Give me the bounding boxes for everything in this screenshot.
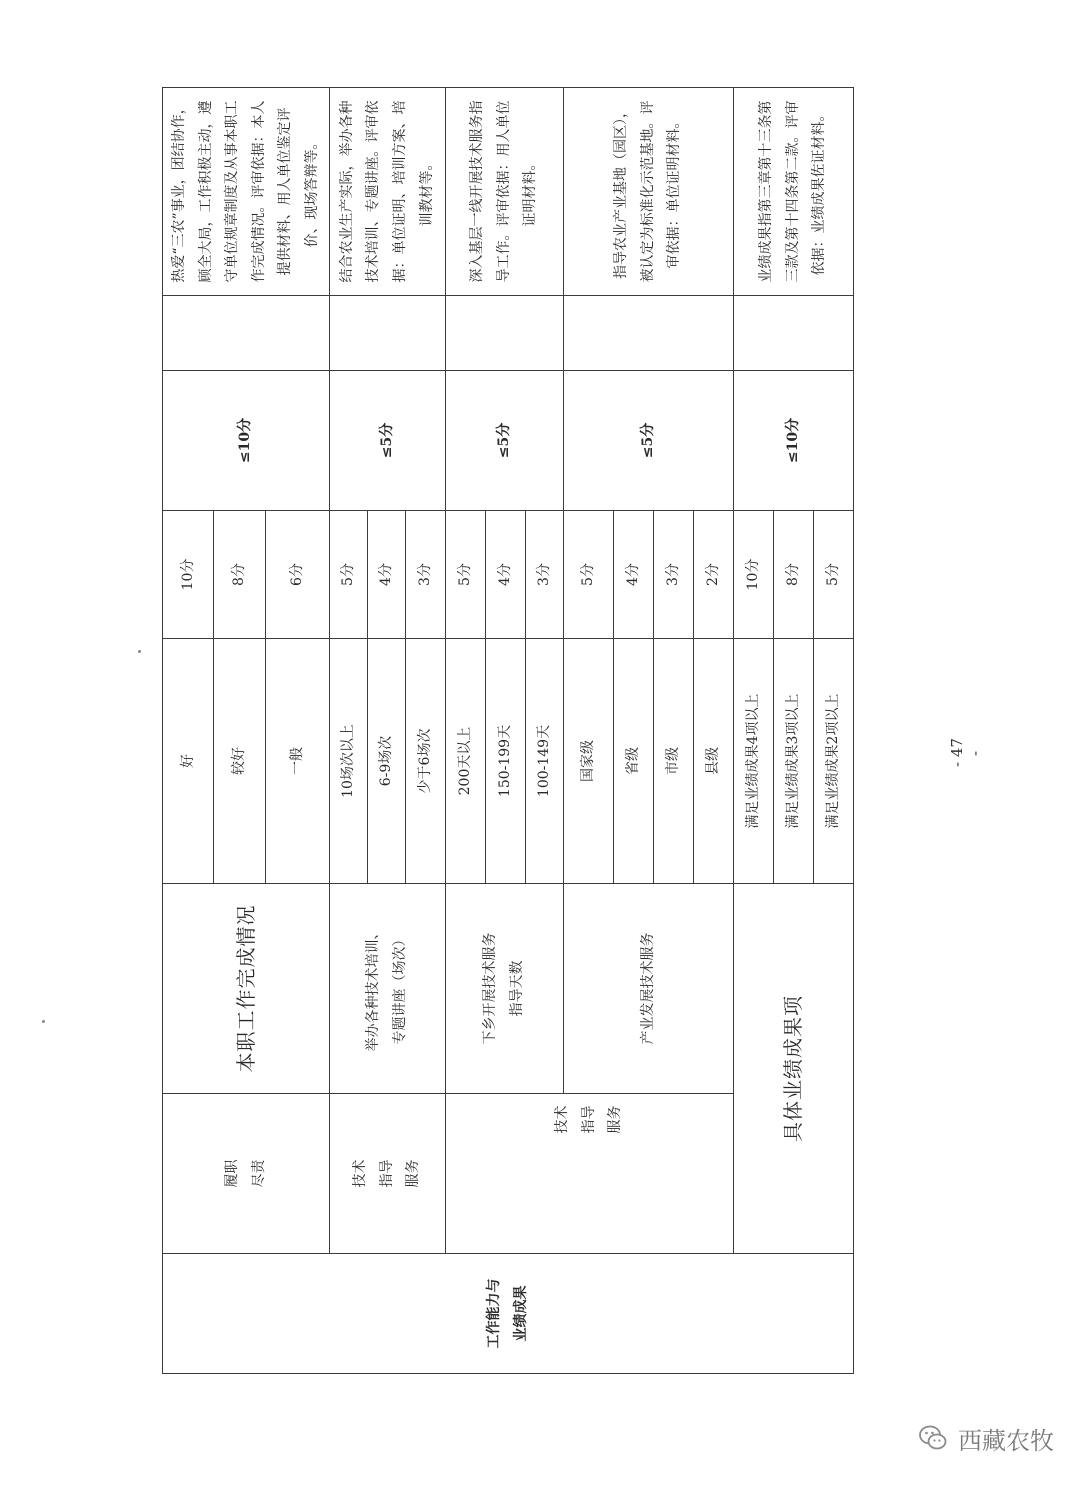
- level-cell: 100-149天: [525, 639, 563, 884]
- group-duty-line-2: 尽责: [250, 1159, 267, 1188]
- level-cell: 一般: [265, 639, 329, 884]
- category-cell: [163, 1254, 854, 1374]
- item-achievement: 具体业绩成果项: [733, 884, 853, 1254]
- level-cell: 满足业绩成果4项以上: [733, 639, 773, 884]
- points-cell: 4分: [613, 511, 653, 639]
- item-village: [445, 884, 563, 1094]
- group-duty: [163, 1094, 330, 1254]
- remark-achievement: [733, 296, 853, 371]
- max-score-duty: ≤10分: [163, 371, 330, 511]
- wechat-icon: [918, 1423, 948, 1453]
- category-line-2: 业绩成果: [512, 1285, 529, 1342]
- watermark-text: 西藏农牧: [958, 1426, 1054, 1455]
- group-line: 技术: [554, 1105, 571, 1134]
- group-line: 服务: [405, 1159, 422, 1188]
- level-cell: 较好: [214, 639, 265, 884]
- page-number: - 47 -: [948, 738, 984, 768]
- max-score-industry: ≤5分: [563, 371, 733, 511]
- level-cell: 国家级: [563, 639, 613, 884]
- requirement-achievement: 业绩成果指第三章第十三条第三款及第十四条第二款。评审依据：业绩成果佐证材料。: [733, 88, 853, 296]
- requirement-duty: 热爱“三农”事业，团结协作，顾全大局，工作积极主动，遵守单位规章制度及从事本职工作完成情况。评审依据：本人提供材料、用人单位鉴定评价、现场答辩等。: [163, 88, 330, 296]
- level-cell: 6-9场次: [367, 639, 405, 884]
- group-spacer: [445, 1134, 733, 1254]
- category-line-1: 工作能力与: [486, 1278, 503, 1349]
- group-line: 服务: [607, 1105, 624, 1134]
- points-cell: 6分: [265, 511, 329, 639]
- level-cell: 好: [163, 639, 214, 884]
- points-cell: 8分: [773, 511, 813, 639]
- points-cell: 10分: [733, 511, 773, 639]
- group-tech-training: [329, 1094, 445, 1254]
- points-cell: 8分: [214, 511, 265, 639]
- remark-training: [329, 296, 445, 371]
- points-cell: 10分: [163, 511, 214, 639]
- max-score-training: ≤5分: [329, 371, 445, 511]
- item-line: 举办各种技术培训、: [365, 925, 382, 1052]
- scan-speck: [42, 1020, 45, 1023]
- points-cell: 3分: [653, 511, 693, 639]
- max-score-achievement: ≤10分: [733, 371, 853, 511]
- level-cell: 县级: [693, 639, 733, 884]
- requirement-village: 深入基层一线开展技术服务指导工作。评审依据：用人单位证明材料。: [445, 88, 563, 296]
- points-cell: 3分: [405, 511, 445, 639]
- points-cell: 3分: [525, 511, 563, 639]
- level-cell: 少于6场次: [405, 639, 445, 884]
- group-tech-service: [445, 1094, 733, 1134]
- item-line: 指导天数: [509, 960, 526, 1017]
- remark-industry: [563, 296, 733, 371]
- level-cell: 满足业绩成果3项以上: [773, 639, 813, 884]
- level-cell: 省级: [613, 639, 653, 884]
- points-cell: 5分: [813, 511, 853, 639]
- level-cell: 10场次以上: [329, 639, 367, 884]
- points-cell: 5分: [329, 511, 367, 639]
- remark-village: [445, 296, 563, 371]
- group-line: 技术: [352, 1159, 369, 1188]
- points-cell: 4分: [485, 511, 525, 639]
- group-duty-line-1: 履职: [224, 1159, 241, 1188]
- points-cell: 4分: [367, 511, 405, 639]
- scoring-table: [162, 87, 854, 1374]
- item-training: [329, 884, 445, 1094]
- level-cell: 200天以上: [445, 639, 485, 884]
- item-industry: 产业发展技术服务: [563, 884, 733, 1094]
- group-line: 指导: [378, 1159, 395, 1188]
- points-cell: 5分: [563, 511, 613, 639]
- rotated-page: [162, 88, 852, 1374]
- item-line: 下乡开展技术服务: [482, 932, 499, 1045]
- level-cell: 市级: [653, 639, 693, 884]
- level-cell: 150-199天: [485, 639, 525, 884]
- scan-speck: [138, 650, 141, 653]
- points-cell: 2分: [693, 511, 733, 639]
- level-cell: 满足业绩成果2项以上: [813, 639, 853, 884]
- points-cell: 5分: [445, 511, 485, 639]
- watermark: [918, 1418, 1054, 1458]
- remark-duty: [163, 296, 330, 371]
- requirement-training: 结合农业生产实际，举办各种技术培训、专题讲座。评审依据：单位证明、培训方案、培训教材等。: [329, 88, 445, 296]
- requirement-industry: 指导农业产业基地（园区），被认定为标准化示范基地。评审依据：单位证明材料。: [563, 88, 733, 296]
- item-line: 专题讲座（场次）: [392, 932, 409, 1045]
- max-score-village: ≤5分: [445, 371, 563, 511]
- item-duty: 本职工作完成情况: [163, 884, 330, 1094]
- group-line: 指导: [580, 1105, 597, 1134]
